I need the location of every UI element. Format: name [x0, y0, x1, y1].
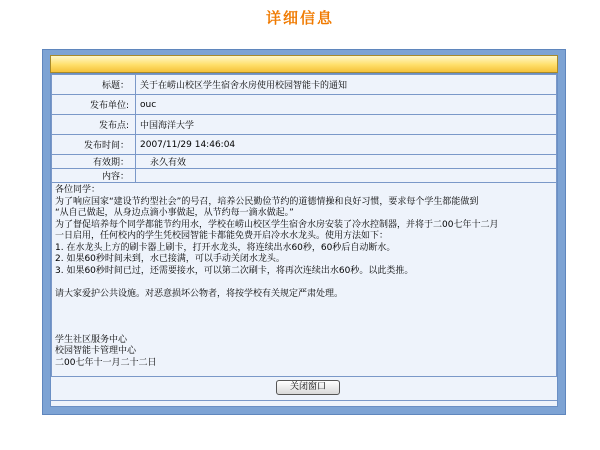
- body-line: 二00七年十一月二十二日: [55, 357, 157, 368]
- close-window-button[interactable]: 关闭窗口: [276, 380, 340, 395]
- body-line: 各位同学：: [55, 185, 101, 195]
- body-line: [55, 323, 553, 335]
- body-line: 请大家爱护公共设施。对恶意损坏公物者，将按学校有关规定严肃处理。: [55, 288, 344, 299]
- page-title: 详细信息: [265, 9, 334, 27]
- row-publish-point: [52, 115, 557, 135]
- body-line: 一日启用，任何校内的学生凭校园智能卡都能免费开启冷水水龙头。使用方法如下：: [55, 231, 389, 241]
- row-publish-time: [52, 135, 557, 155]
- body-line: 学生社区服务中心: [55, 334, 128, 345]
- body-line: 1. 在水龙头上方的刷卡器上刷卡，打开水龙头，将连续出水60秒，60秒后自动断水。: [55, 242, 396, 253]
- notice-meta-table: [51, 74, 557, 183]
- publisher-label: 发布单位:: [52, 95, 136, 115]
- content-label-spacer: [136, 169, 557, 183]
- publish-point-label: 发布点:: [52, 115, 136, 135]
- notice-panel: [42, 49, 566, 415]
- body-line: 校园智能卡管理中心: [55, 346, 137, 356]
- publish-point-value: 中国海洋大学: [136, 115, 557, 135]
- body-line: 2. 如果60秒时间未到，水已接满，可以手动关闭水龙头。: [55, 254, 285, 264]
- button-row: [51, 377, 557, 401]
- body-line: [55, 300, 553, 312]
- title-label: 标题：: [52, 75, 136, 95]
- notice-detail: [50, 73, 558, 407]
- body-line: 为了响应国家“建设节约型社会”的号召，培养公民勤俭节约的道德情操和良好习惯，要求每个学生都能做到: [55, 196, 479, 207]
- body-line: [55, 277, 553, 289]
- title-value: 关于在崂山校区学生宿舍水房使用校园智能卡的通知: [136, 75, 557, 95]
- validity-cell: [136, 155, 557, 169]
- row-validity: [52, 155, 557, 169]
- body-line: 3. 如果60秒时间已过，还需要接水，可以第二次刷卡，将再次连续出水60秒。以此类推。: [55, 265, 414, 276]
- row-title: [52, 75, 557, 95]
- publish-time-label: 发布时间：: [52, 135, 136, 155]
- body-line: 为了督促培养每个同学都能节约用水，学校在崂山校区学生宿舍水房安装了冷水控制器，并将于二00七年十二月: [55, 219, 499, 230]
- notice-body: [51, 183, 557, 377]
- row-content-label: [52, 169, 557, 183]
- body-line: [55, 312, 553, 324]
- panel-header-bar: [50, 55, 558, 73]
- validity-label: 有效期：: [52, 155, 136, 169]
- content-label: 内容：: [52, 169, 136, 183]
- body-line: “从自己做起，从身边点滴小事做起，从节约每一滴水做起。”: [55, 208, 294, 218]
- publish-time-value: 2007/11/29 14:46:04: [136, 135, 557, 155]
- publisher-value: ouc: [136, 95, 557, 115]
- validity-value: 永久有效: [150, 158, 187, 168]
- row-publisher: [52, 95, 557, 115]
